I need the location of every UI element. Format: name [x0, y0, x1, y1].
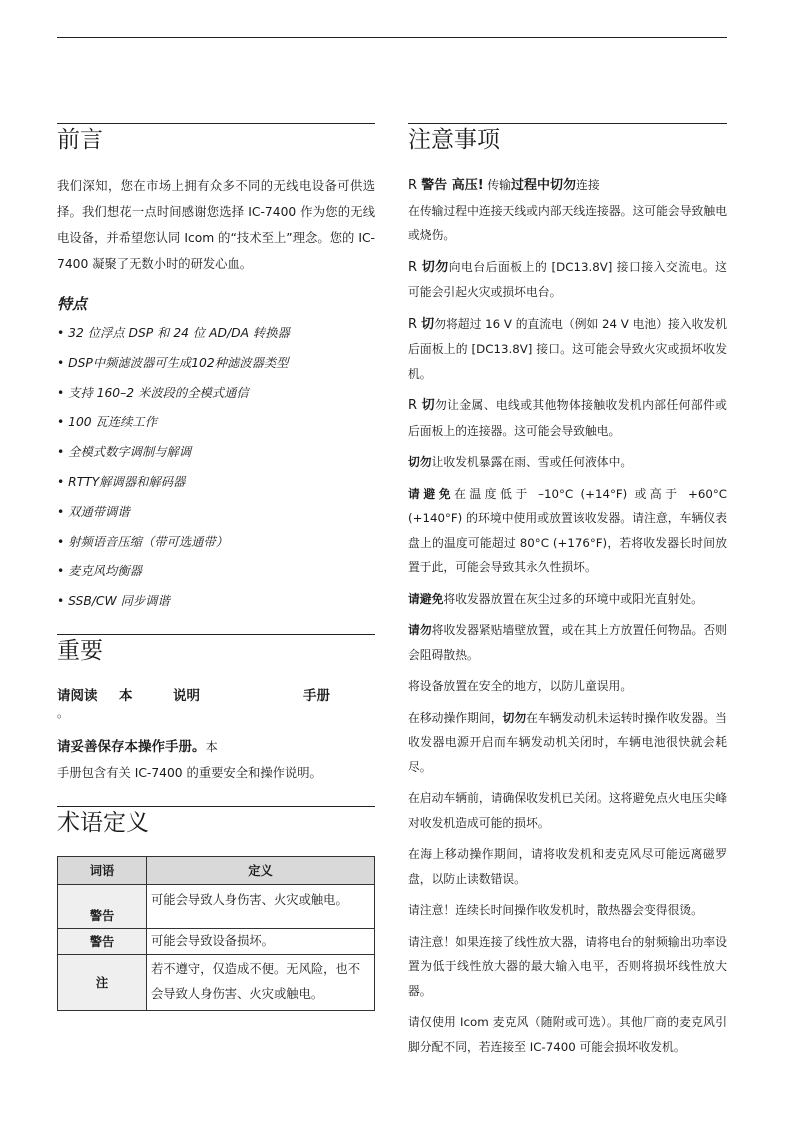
notice-compass: 在海上移动操作期间，请将收发机和麦克风尽可能远离磁罗盘，以防止读数错误。 [408, 847, 727, 886]
left-column [57, 123, 375, 1011]
notice-linear-amp: 请注意！如果连接了线性放大器，请将电台的射频输出功率设置为低于线性放大器的最大输入电平，否则将损坏线性放大器。 [408, 934, 727, 998]
features-list [57, 319, 375, 617]
notice-bold: 过程中切勿 [511, 178, 577, 193]
header-term: 词语 [58, 856, 147, 884]
keep-manual-body: 手册包含有关 IC-7400 的重要安全和操作说明。 [57, 765, 322, 780]
table-row [58, 954, 375, 1010]
notice-text: 勿将超过 16 V 的直流电（例如 24 V 电池）接入收发机后面板上的 [DC13.8V] 接口。这可能会导致火灾或损坏收发机。 [408, 316, 727, 381]
r-marker: R [408, 259, 422, 275]
notice-text: 连接 [576, 178, 600, 192]
list-item: • 全模式数字调制与解调 [57, 445, 192, 460]
precautions-title: 注意事项 [408, 123, 727, 154]
notice-text: 在传输过程中连接天线或内部天线连接器。这可能会导致触电或烧伤。 [408, 203, 727, 242]
keep-manual-line [57, 734, 375, 760]
list-item: • 麦克风均衡器 [57, 564, 142, 579]
right-column [408, 123, 727, 1066]
read-manual-line [57, 684, 375, 708]
read-word: 手册 [303, 687, 330, 704]
notice-text: 在温度低于 –10°C (+14°F) 或高于 +60°C (+140°F) 的环境中使用或放置该收发器。请注意，车辆仪表盘上的温度可能超过 80°C (+176°F)，若将收发器长时间放置于此，可能会导致其永久性损坏。 [408, 486, 727, 574]
notice-high-voltage [408, 173, 727, 248]
notice-bold: 切 [421, 398, 435, 413]
r-marker: R [408, 316, 422, 332]
top-rule [57, 37, 727, 38]
notice-bold: 请避免 [408, 591, 444, 606]
notice-heatsink: 请注意！连续长时间操作收发机时，散热器会变得很烫。 [408, 903, 703, 917]
notice-bold: 切勿 [502, 710, 527, 725]
notice-microphone: 请仅使用 Icom 麦克风（随附或可选）。其他厂商的麦克风引脚分配不同，若连接至 IC-7400 可能会损坏收发机。 [408, 1015, 727, 1054]
notice-text: 在移动操作期间， [408, 710, 503, 725]
list-item: • 100 瓦连续工作 [57, 415, 158, 430]
read-period: 。 [57, 705, 70, 720]
notice-text: 向电台后面板上的 [DC13.8V] 接口接入交流电。这可能会引起火灾或损坏电台。 [408, 259, 727, 299]
notice-text: 将收发器放置在灰尘过多的环境中或阳光直射处。 [443, 591, 703, 606]
notice-text: 传输 [483, 178, 511, 192]
preface-title: 前言 [57, 123, 375, 154]
important-title: 重要 [57, 634, 375, 665]
notice-dust-sunlight [408, 587, 727, 612]
term-cell: 警告 [58, 928, 147, 954]
r-marker: R [408, 398, 422, 413]
notice-temperature [408, 482, 727, 580]
read-word: 说明 [173, 687, 200, 704]
notice-bold: 警告 高压! [421, 178, 484, 193]
notice-ventilation [408, 618, 727, 667]
read-word: 请阅读 [57, 687, 98, 704]
notice-bold: 请避免 [408, 486, 455, 501]
table-row [58, 884, 375, 928]
terms-table [57, 856, 375, 1011]
notice-bold: 切勿 [408, 455, 432, 469]
notice-text: 勿让金属、电线或其他物体接触收发机内部任何部件或后面板上的连接器。这可能会导致触电。 [408, 398, 727, 438]
notice-text: 让收发机暴露在雨、雪或任何液体中。 [431, 455, 633, 469]
preface-body: 我们深知，您在市场上拥有众多不同的无线电设备可供选择。我们想花一点时间感谢您选择 IC-7400 作为您的无线电设备，并希望您认同 Icom 的“技术至上”理念。您的 IC-7400 凝聚了无数小时的研发心血。 [57, 179, 375, 271]
list-item: • DSP中频滤波器可生成102种滤波器类型 [57, 355, 289, 370]
notice-bold: 请勿 [408, 623, 432, 637]
notice-text: 将收发器紧贴墙壁放置，或在其上方放置任何物品。否则会阻碍散热。 [408, 623, 727, 662]
read-word: 本 [119, 687, 133, 704]
term-cell: 注 [58, 954, 147, 1010]
list-item: • RTTY解调器和解码器 [57, 474, 186, 489]
notice-ac-power [408, 255, 727, 305]
keep-tail: 本 [205, 739, 218, 754]
table-row [58, 928, 375, 954]
term-cell: 警告 [58, 884, 147, 928]
notice-text: 在车辆发动机未运转时操作收发器。当收发器电源开启而车辆发动机关闭时，车辆电池很快就会耗尽。 [408, 710, 727, 774]
notice-bold: 切 [421, 316, 435, 332]
list-item: • SSB/CW 同步调谐 [57, 594, 170, 609]
notice-liquids [408, 450, 727, 475]
list-item: • 射频语音压缩（带可选通带） [57, 534, 229, 549]
table-header [58, 856, 375, 884]
notice-bold: 切勿 [421, 259, 449, 275]
r-marker: R [408, 178, 422, 193]
terms-title: 术语定义 [57, 806, 375, 837]
definition-cell: 若不遵守，仅造成不便。无风险，也不会导致人身伤害、火灾或触电。 [147, 954, 375, 1010]
list-item: • 双通带调谐 [57, 504, 130, 519]
notice-dc-voltage [408, 312, 727, 387]
header-definition: 定义 [147, 856, 375, 884]
features-title: 特点 [57, 295, 88, 313]
notice-ignition: 在启动车辆前，请确保收发机已关闭。这将避免点火电压尖峰对收发机造成可能的损坏。 [408, 791, 727, 830]
list-item: • 支持 160–2 米波段的全模式通信 [57, 385, 249, 400]
keep-bold: 请妥善保存本操作手册。 [57, 738, 206, 755]
definition-cell: 可能会导致设备损坏。 [147, 928, 375, 954]
notice-children: 将设备放置在安全的地方，以防儿童误用。 [408, 679, 633, 693]
list-item: • 32 位浮点 DSP 和 24 位 AD/DA 转换器 [57, 326, 290, 340]
notice-metal-objects [408, 393, 727, 443]
definition-cell: 可能会导致人身伤害、火灾或触电。 [147, 884, 375, 928]
notice-mobile-battery [408, 706, 727, 780]
